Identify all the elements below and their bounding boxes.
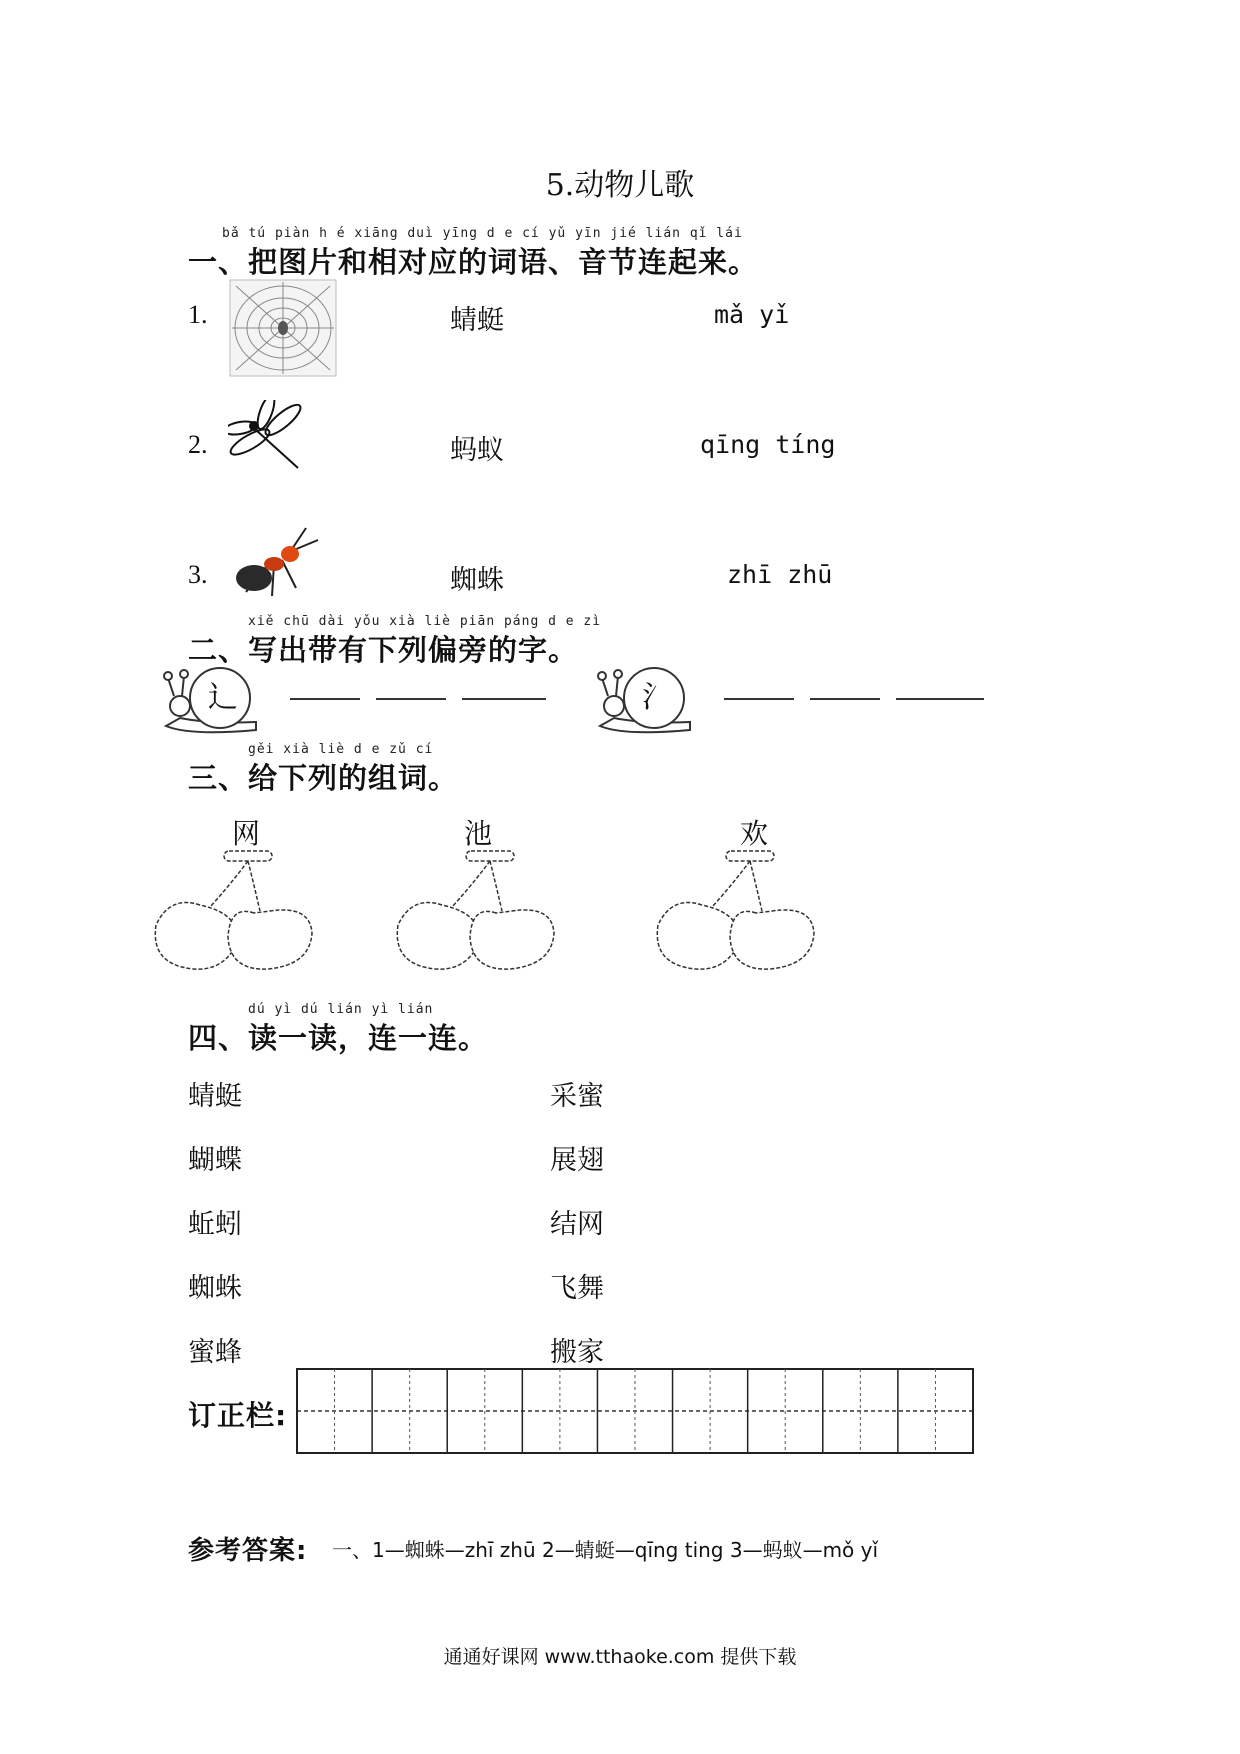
blank-line[interactable] (810, 698, 880, 700)
correction-label: 订正栏: (188, 1399, 288, 1432)
section3-pinyin: gěi xià liè d e zǔ cí (248, 742, 434, 757)
cherry-char-1: 网 (232, 817, 261, 850)
row3-pinyin: zhī zhū (727, 560, 833, 589)
right-word[interactable]: 采蜜 (550, 1081, 604, 1112)
row2-number: 2. (188, 430, 208, 459)
cherry-icon[interactable] (150, 845, 320, 975)
blank-line[interactable] (724, 698, 794, 700)
correction-grid[interactable] (296, 1368, 974, 1456)
row1-number: 1. (188, 300, 208, 329)
right-word[interactable]: 飞舞 (550, 1273, 604, 1304)
footer-text: 通通好课网 www.tthaoke.com 提供下载 (443, 1646, 797, 1668)
left-word[interactable]: 蜜蜂 (188, 1337, 242, 1368)
left-word[interactable]: 蝴蝶 (188, 1145, 242, 1176)
row2-word: 蚂蚁 (450, 435, 504, 466)
row2-pinyin: qīng tíng (700, 430, 836, 459)
left-word[interactable]: 蜻蜓 (188, 1081, 242, 1112)
cherry-char-2: 池 (464, 817, 493, 850)
radical-1: 辶 (208, 680, 238, 715)
row3-number: 3. (188, 560, 208, 589)
left-word[interactable]: 蚯蚓 (188, 1209, 242, 1240)
spider-web-icon[interactable] (228, 278, 338, 378)
right-word[interactable]: 展翅 (550, 1145, 604, 1176)
cherry-icon[interactable] (652, 845, 822, 975)
row1-pinyin: mǎ yǐ (714, 300, 790, 329)
ant-icon[interactable] (226, 522, 322, 602)
row1-word: 蜻蜓 (450, 305, 504, 336)
section2-pinyin: xiě chū dài yǒu xià liè piān páng d e zì (248, 614, 602, 629)
section4-pinyin: dú yì dú lián yì lián (248, 1002, 434, 1017)
row3-word: 蜘蛛 (450, 565, 504, 596)
left-word[interactable]: 蜘蛛 (188, 1273, 242, 1304)
dragonfly-icon[interactable] (228, 400, 313, 480)
section4-heading: 四、读一读，连一连。 (188, 1021, 489, 1055)
blank-line[interactable] (896, 698, 984, 700)
answer-text: 一、1—蜘蛛—zhī zhū 2—蜻蜓—qīng ting 3—蚂蚁—mǒ yǐ (332, 1538, 879, 1562)
cherry-char-3: 欢 (740, 817, 769, 850)
section3-heading: 三、给下列的组词。 (188, 761, 459, 795)
page-title: 5.动物儿歌 (545, 168, 695, 203)
radical-2: 氵 (642, 680, 672, 715)
blank-line[interactable] (462, 698, 546, 700)
right-word[interactable]: 搬家 (550, 1337, 604, 1368)
cherry-icon[interactable] (392, 845, 562, 975)
section1-heading: 一、把图片和相对应的词语、音节连起来。 (188, 245, 759, 279)
blank-line[interactable] (376, 698, 446, 700)
right-word[interactable]: 结网 (550, 1209, 604, 1240)
section1-pinyin: bǎ tú piàn h é xiāng duì yīng d e cí yǔ yīn jié lián qǐ lái (222, 226, 743, 241)
answer-label: 参考答案: (188, 1536, 308, 1566)
blank-line[interactable] (290, 698, 360, 700)
section2-heading: 二、写出带有下列偏旁的字。 (188, 633, 579, 667)
